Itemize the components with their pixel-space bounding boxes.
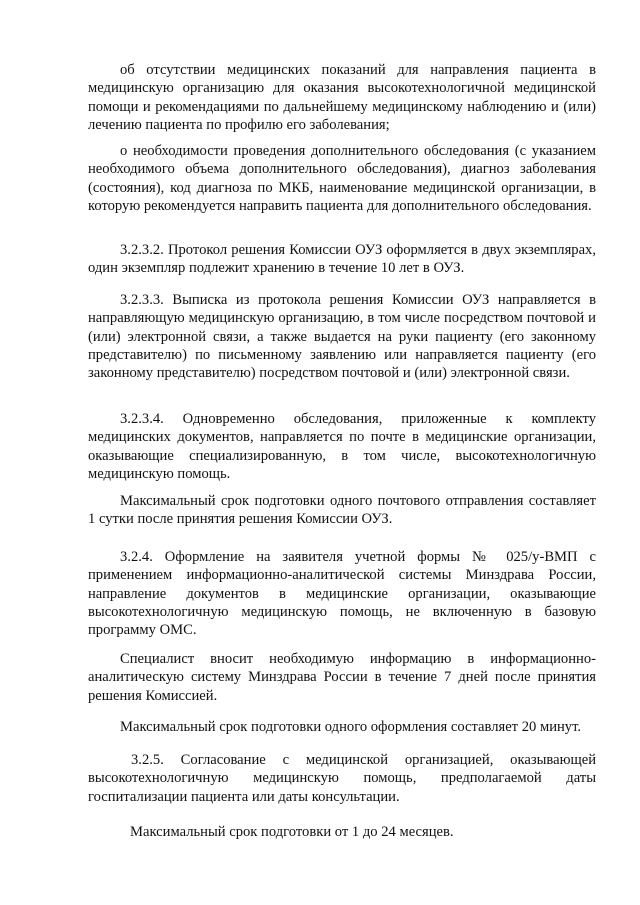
paragraph-text: Максимальный срок подготовки одного почтового отправления составляет 1 сутки после принятия решения Комиссии ОУЗ. xyxy=(88,493,596,528)
paragraph-text: Специалист вносит необходимую информацию в информационно-аналитическую систему Минздрава России в течение 7 дней после принятия решения Комиссией. xyxy=(88,651,596,704)
paragraph-3-2-3-3 xyxy=(88,291,596,382)
paragraph-text: 3.2.3.2. Протокол решения Комиссии ОУЗ оформляется в двух экземплярах, один экземпляр подлежит хранению в течение 10 лет в ОУЗ. xyxy=(88,242,596,277)
paragraph-3-2-5 xyxy=(88,751,596,806)
paragraph-max-term-months xyxy=(88,823,596,841)
paragraph-text: Максимальный срок подготовки одного оформления составляет 20 минут. xyxy=(120,719,582,735)
paragraph-max-term-form xyxy=(88,718,596,736)
paragraph-text: о необходимости проведения дополнительного обследования (с указанием необходимого объема дополнительного обследования), диагноз заболевания (состояния), код диагноза по МКБ, наименование медицинской организации, в которую рекомендуется направить пациента для дополнительного обследования. xyxy=(88,143,596,214)
paragraph-3-2-3-4 xyxy=(88,410,596,483)
paragraph-specialist xyxy=(88,650,596,705)
paragraph-text: 3.2.5. Согласование с медицинской организацией, оказывающей высокотехнологичную медицинскую помощь, предполагаемой даты госпитализации пациента или даты консультации. xyxy=(88,752,596,805)
paragraph-3-2-4 xyxy=(88,548,596,639)
paragraph-max-term-mail xyxy=(88,492,596,529)
paragraph-no-indications xyxy=(88,61,596,134)
paragraph-text: 3.2.3.4. Одновременно обследования, приложенные к комплекту медицинских документов, направляется по почте в медицинские организации, оказывающие специализированную, в том числе, высокотехнологичную медицинскую помощь. xyxy=(88,411,596,482)
paragraph-text: Максимальный срок подготовки от 1 до 24 месяцев. xyxy=(130,824,454,840)
paragraph-text: 3.2.3.3. Выписка из протокола решения Комиссии ОУЗ направляется в направляющую медицинскую организацию, в том числе посредством почтовой и (или) электронной связи, а также выдается на руки пациенту (его законному представителю) по письменному заявлению или направляется пациенту (его законному представителю) посредством почтовой и (или) электронной связи. xyxy=(88,292,596,382)
paragraph-additional-examination xyxy=(88,142,596,215)
paragraph-text: об отсутствии медицинских показаний для направления пациента в медицинскую организацию для оказания высокотехнологичной медицинской помощи и рекомендациями по дальнейшему медицинскому наблюдению и (или) лечению пациента по профилю его заболевания; xyxy=(88,62,596,133)
paragraph-3-2-3-2 xyxy=(88,241,596,278)
paragraph-text: 3.2.4. Оформление на заявителя учетной формы № 025/у-ВМП с применением информационно-аналитической системы Минздрава России, направление документов в медицинские организации, оказывающие высокотехнологичную медицинскую помощь, не включенную в базовую программу ОМС. xyxy=(88,549,596,639)
